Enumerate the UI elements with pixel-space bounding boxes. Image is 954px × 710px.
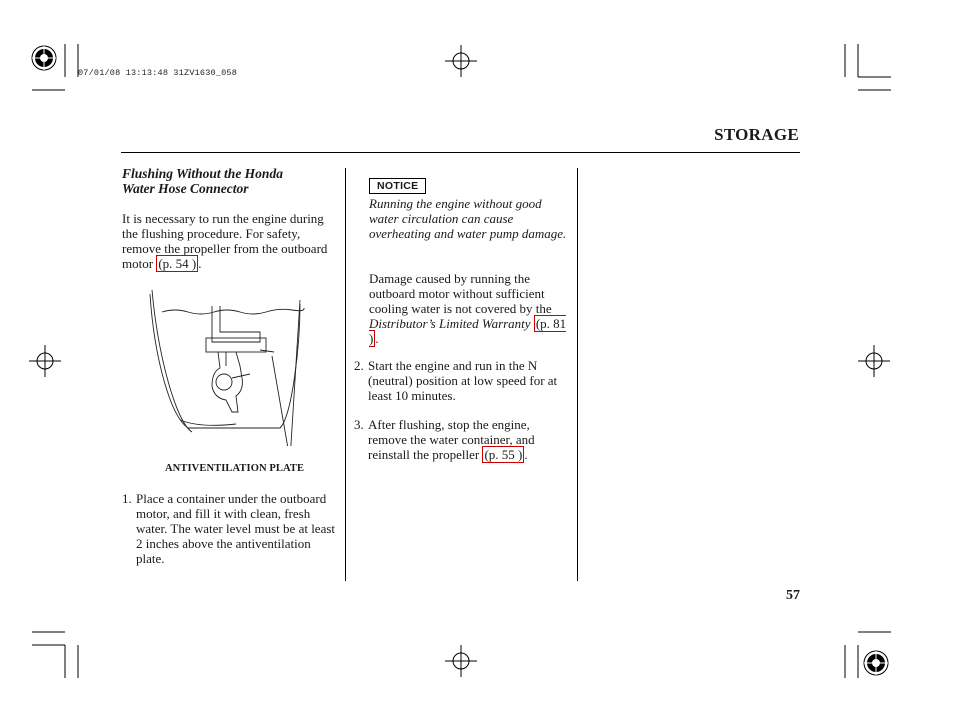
step-3-text: After flushing, stop the engine, remove the water container, and reinstall the propeller	[368, 417, 535, 462]
crosshair-left	[29, 345, 61, 377]
section-title: STORAGE	[714, 125, 799, 144]
step-1-text: Place a container under the outboard motor, and fill it with clean, fresh water. The water level must be at least 2 inches above the antiventilation plate.	[136, 491, 336, 566]
registration-burst-bottom-right	[864, 651, 888, 675]
intro-text: It is necessary to run the engine during the flushing procedure. For safety, remove the propeller from the outboard motor	[122, 211, 328, 271]
notice-text: Running the engine without good water circulation can cause overheating and water pump damage.	[369, 196, 567, 241]
crosshair-top	[445, 45, 477, 77]
intro-paragraph	[122, 211, 340, 271]
step-2-text: Start the engine and run in the N (neutral) position at low speed for at least 10 minutes.	[368, 358, 558, 403]
subheading-line-1: Flushing Without the Honda	[122, 166, 283, 181]
crosshair-bottom	[445, 645, 477, 677]
warranty-paragraph	[369, 271, 569, 346]
subheading-line-2: Water Hose Connector	[122, 181, 249, 196]
subheading	[122, 166, 342, 196]
print-metadata: 07/01/08 13:13:48 31ZV1630_058	[78, 68, 238, 78]
step-2-number: 2.	[354, 358, 364, 373]
step-1	[122, 491, 340, 566]
page-number: 57	[786, 588, 800, 603]
intro-end: .	[198, 256, 202, 271]
step-3-text-wrap	[368, 417, 569, 462]
notice-badge: NOTICE	[369, 178, 426, 194]
page-54-link[interactable]: (p. 54 )	[158, 256, 197, 271]
step-2	[354, 358, 569, 403]
warranty-name: Distributor’s Limited Warranty	[369, 316, 531, 331]
step-3-number: 3.	[354, 417, 364, 432]
header-rule	[121, 152, 800, 153]
column-divider-right	[577, 168, 578, 581]
outboard-motor-illustration	[140, 286, 320, 446]
page-81-link[interactable]: (p. 81 )	[369, 316, 567, 346]
page-55-link[interactable]: (p. 55 )	[484, 447, 523, 462]
warranty-end: .	[375, 331, 379, 346]
crosshair-right	[858, 345, 890, 377]
figure-caption: ANTIVENTILATION PLATE	[165, 463, 305, 474]
step-3-end: .	[524, 447, 528, 462]
step-3	[354, 417, 569, 462]
warranty-text: Damage caused by running the outboard motor without sufficient cooling water is not covered by the	[369, 271, 552, 316]
registration-burst-top-left	[32, 46, 56, 70]
column-divider-left	[345, 168, 346, 581]
step-1-number: 1.	[122, 491, 132, 506]
